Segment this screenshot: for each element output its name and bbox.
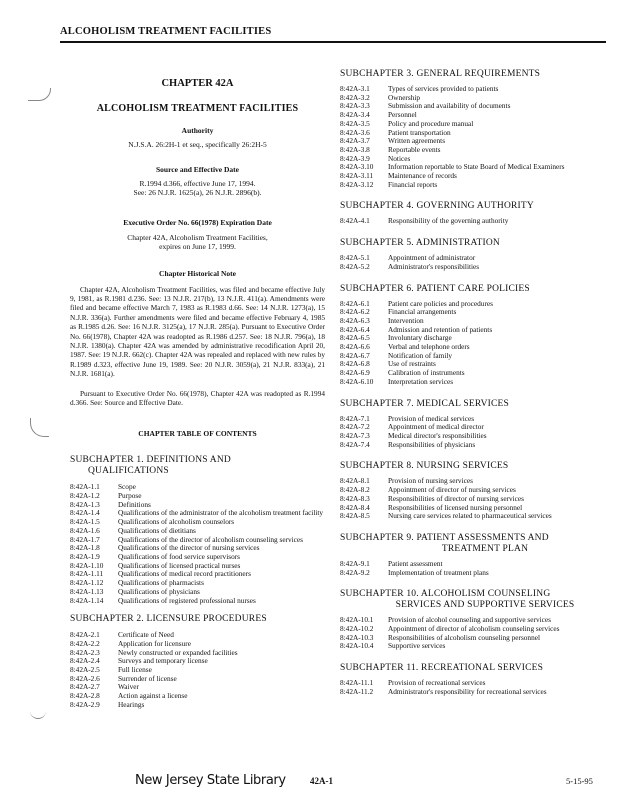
section-number: 8:42A-4.1 xyxy=(340,216,370,226)
toc-entry xyxy=(340,102,610,111)
section-title: Administrator's responsibility for recreational services xyxy=(388,686,547,696)
toc-entry xyxy=(70,657,325,666)
subchapter-1-title-cont: QUALIFICATIONS xyxy=(88,466,169,477)
section-number: 8:42A-9.1 xyxy=(340,558,370,568)
section-number: 8:42A-10.2 xyxy=(340,624,374,634)
subchapter-2-list xyxy=(70,631,325,709)
toc-entry xyxy=(340,334,610,343)
section-title: Qualifications of the director of nursing services xyxy=(118,543,260,553)
section-number: 8:42A-8.5 xyxy=(340,511,370,521)
section-title: Qualifications of alcoholism counselors xyxy=(118,517,235,527)
library-stamp: New Jersey State Library xyxy=(135,773,286,788)
section-title: Definitions xyxy=(118,499,151,509)
section-number: 8:42A-2.5 xyxy=(70,665,100,675)
section-title: Responsibility of the governing authority xyxy=(388,216,509,226)
section-number: 8:42A-1.8 xyxy=(70,543,100,553)
page-number: 42A-1 xyxy=(310,776,333,786)
section-title: Provision of medical services xyxy=(388,413,475,423)
toc-entry xyxy=(340,360,610,369)
subchapter-list xyxy=(340,477,610,521)
section-title: Responsibilities of physicians xyxy=(388,439,476,449)
section-title: Notices xyxy=(388,153,411,163)
section-number: 8:42A-2.3 xyxy=(70,647,100,657)
toc-entry xyxy=(70,683,325,692)
section-number: 8:42A-2.2 xyxy=(70,638,100,648)
section-number: 8:42A-1.1 xyxy=(70,482,100,492)
section-title: Financial reports xyxy=(388,179,438,189)
section-title: Personnel xyxy=(388,110,417,120)
section-number: 8:42A-5.1 xyxy=(340,253,370,263)
section-number: 8:42A-7.3 xyxy=(340,430,370,440)
section-number: 8:42A-1.3 xyxy=(70,499,100,509)
section-title: Types of services provided to patients xyxy=(388,84,499,93)
section-title: Verbal and telephone orders xyxy=(388,342,470,352)
section-number: 8:42A-1.12 xyxy=(70,578,104,588)
section-title: Medical director's responsibilities xyxy=(388,430,487,440)
subchapter-title: SUBCHAPTER 7. MEDICAL SERVICES xyxy=(340,398,510,409)
section-number: 8:42A-6.5 xyxy=(340,333,370,343)
source-line-2: See: 26 N.J.R. 1625(a), 26 N.J.R. 2896(b). xyxy=(133,188,262,197)
section-number: 8:42A-6.3 xyxy=(340,315,370,325)
section-number: 8:42A-10.3 xyxy=(340,632,374,642)
toc-entry xyxy=(340,172,610,181)
section-number: 8:42A-6.8 xyxy=(340,359,370,369)
section-title: Notification of family xyxy=(388,350,453,360)
section-title: Application for licensure xyxy=(118,638,191,648)
section-title: Administrator's responsibilities xyxy=(388,261,480,271)
section-number: 8:42A-3.3 xyxy=(340,101,370,111)
section-number: 8:42A-6.6 xyxy=(340,342,370,352)
authority-heading: Authority xyxy=(181,126,214,135)
toc-entry xyxy=(340,688,610,697)
section-title: Hearings xyxy=(118,699,145,709)
source-line-1: R.1994 d.366, effective June 17, 1994. xyxy=(139,178,256,188)
section-title: Qualifications of the administrator of the alcoholism treatment facility xyxy=(118,508,324,518)
subchapter-list xyxy=(340,300,610,387)
section-number: 8:42A-3.6 xyxy=(340,127,370,137)
section-number: 8:42A-1.4 xyxy=(70,508,100,518)
toc-entry xyxy=(70,518,325,527)
section-number: 8:42A-2.9 xyxy=(70,699,100,709)
toc-entry xyxy=(340,634,610,643)
section-title: Qualifications of food service supervisors xyxy=(118,552,240,561)
section-number: 8:42A-6.7 xyxy=(340,350,370,360)
section-title: Responsibilities of licensed nursing personnel xyxy=(388,502,523,512)
chapter-title: ALCOHOLISM TREATMENT FACILITIES xyxy=(96,103,299,114)
section-title: Appointment of director of nursing services xyxy=(388,485,516,495)
subchapter-list xyxy=(340,616,610,651)
section-title: Provision of nursing services xyxy=(388,476,473,486)
section-number: 8:42A-3.10 xyxy=(340,162,374,172)
right-column xyxy=(340,69,610,697)
section-title: Policy and procedure manual xyxy=(388,118,474,128)
left-column xyxy=(70,76,325,710)
section-title: Calibration of instruments xyxy=(388,368,465,378)
section-title: Qualifications of medical record practitioners xyxy=(118,569,251,579)
section-title: Provision of alcohol counseling and supportive services xyxy=(388,615,551,625)
section-number: 8:42A-8.1 xyxy=(340,476,370,486)
toc-entry xyxy=(340,181,610,190)
subchapter-1-title: SUBCHAPTER 1. DEFINITIONS AND xyxy=(70,455,231,466)
section-title: Certificate of Need xyxy=(118,630,174,640)
scan-mark-top xyxy=(28,88,51,101)
section-title: Appointment of director of alcoholism counseling services xyxy=(388,624,560,634)
header-rule xyxy=(60,41,606,43)
section-title: Reportable events xyxy=(388,144,441,154)
toc-entry xyxy=(70,483,325,492)
section-number: 8:42A-8.4 xyxy=(340,502,370,512)
section-number: 8:42A-1.2 xyxy=(70,491,100,501)
section-number: 8:42A-3.2 xyxy=(340,92,370,102)
scan-mark-middle xyxy=(30,418,49,437)
subchapter-title: SUBCHAPTER 10. ALCOHOLISM COUNSELING xyxy=(340,589,551,600)
subchapter-list xyxy=(340,85,610,189)
section-number: 8:42A-2.1 xyxy=(70,630,100,640)
toc-entry xyxy=(340,85,610,94)
section-number: 8:42A-2.4 xyxy=(70,656,100,666)
scan-mark-bottom xyxy=(30,708,46,719)
section-number: 8:42A-1.13 xyxy=(70,586,104,596)
section-title: Maintenance of records xyxy=(388,171,457,181)
toc-entry xyxy=(340,111,610,120)
section-title: Implementation of treatment plans xyxy=(388,567,489,577)
section-title: Appointment of administrator xyxy=(388,253,476,263)
toc-entry xyxy=(70,492,325,501)
subchapter-list xyxy=(340,415,610,450)
section-number: 8:42A-6.4 xyxy=(340,324,370,334)
toc-entry xyxy=(340,120,610,129)
section-title: Newly constructed or expanded facilities xyxy=(118,647,238,657)
toc-entry xyxy=(340,308,610,317)
section-title: Written agreements xyxy=(388,136,446,146)
section-number: 8:42A-11.2 xyxy=(340,686,374,696)
toc-entry xyxy=(70,675,325,684)
section-number: 8:42A-1.7 xyxy=(70,534,100,544)
section-title: Submission and availability of documents xyxy=(388,101,511,111)
subchapter-list xyxy=(340,560,610,577)
subchapter-2-title: SUBCHAPTER 2. LICENSURE PROCEDURES xyxy=(70,614,267,625)
section-title: Provision of recreational services xyxy=(388,678,486,688)
toc-entry xyxy=(70,692,325,701)
section-title: Waiver xyxy=(118,682,139,692)
section-number: 8:42A-3.11 xyxy=(340,171,374,181)
subchapter-list xyxy=(340,679,610,696)
section-title: Qualifications of registered professional nurses xyxy=(118,595,256,605)
section-title: Qualifications of pharmacists xyxy=(118,578,204,588)
section-number: 8:42A-3.5 xyxy=(340,118,370,128)
section-number: 8:42A-1.11 xyxy=(70,569,104,579)
section-title: Action against a license xyxy=(118,691,188,701)
section-number: 8:42A-6.2 xyxy=(340,307,370,317)
section-number: 8:42A-9.2 xyxy=(340,567,370,577)
toc-entry xyxy=(340,263,610,272)
chapter-number: CHAPTER 42A xyxy=(161,78,234,89)
toc-entry xyxy=(340,163,610,172)
toc-entry xyxy=(340,441,610,450)
toc-entry xyxy=(70,666,325,675)
section-number: 8:42A-2.6 xyxy=(70,673,100,683)
section-number: 8:42A-10.1 xyxy=(340,615,374,625)
section-title: Financial arrangements xyxy=(388,307,457,317)
section-title: Ownership xyxy=(388,92,421,102)
toc-entry xyxy=(340,129,610,138)
subchapter-title: SUBCHAPTER 9. PATIENT ASSESSMENTS AND xyxy=(340,532,549,543)
subchapter-title-cont: TREATMENT PLAN xyxy=(441,543,529,554)
section-number: 8:42A-7.1 xyxy=(340,413,370,423)
section-title: Patient assessment xyxy=(388,558,443,568)
toc-entry xyxy=(340,512,610,521)
section-number: 8:42A-3.9 xyxy=(340,153,370,163)
subchapter-1-list xyxy=(70,483,325,605)
section-title: Full license xyxy=(118,665,152,675)
subchapter-title: SUBCHAPTER 8. NURSING SERVICES xyxy=(340,461,509,472)
section-number: 8:42A-1.5 xyxy=(70,517,100,527)
toc-entry xyxy=(340,352,610,361)
section-title: Appointment of medical director xyxy=(388,422,484,432)
section-title: Information reportable to State Board of Medical Examiners xyxy=(388,162,565,172)
source-heading: Source and Effective Date xyxy=(156,164,239,174)
subchapter-title: SUBCHAPTER 11. RECREATIONAL SERVICES xyxy=(340,663,544,674)
subchapter-list xyxy=(340,217,610,226)
section-number: 8:42A-3.1 xyxy=(340,84,370,93)
section-number: 8:42A-8.3 xyxy=(340,493,370,503)
section-number: 8:42A-5.2 xyxy=(340,261,370,271)
section-number: 8:42A-2.7 xyxy=(70,682,100,692)
exec-order-heading: Executive Order No. 66(1978) Expiration Date xyxy=(123,217,272,227)
section-title: Patient care policies and procedures xyxy=(388,298,493,308)
section-number: 8:42A-7.2 xyxy=(340,422,370,432)
section-title: Involuntary discharge xyxy=(388,333,452,343)
section-number: 8:42A-1.6 xyxy=(70,525,100,535)
section-number: 8:42A-6.1 xyxy=(340,298,370,308)
section-title: Surveys and temporary license xyxy=(118,656,208,666)
section-title: Responsibilities of director of nursing services xyxy=(388,493,524,503)
subchapter-list xyxy=(340,254,610,271)
history-heading: Chapter Historical Note xyxy=(159,268,236,278)
section-number: 8:42A-2.8 xyxy=(70,691,100,701)
section-title: Interpretation services xyxy=(388,376,454,386)
exec-order-line-2: expires on June 17, 1999. xyxy=(159,242,236,251)
section-number: 8:42A-1.10 xyxy=(70,560,104,570)
subchapter-title-cont: SERVICES AND SUPPORTIVE SERVICES xyxy=(395,600,575,611)
section-title: Surrender of license xyxy=(118,673,177,683)
section-title: Nursing care services related to pharmaceutical services xyxy=(388,511,552,521)
authority-text: N.J.S.A. 26:2H-1 et seq., specifically 26:2H-5 xyxy=(128,140,267,149)
section-number: 8:42A-1.9 xyxy=(70,552,100,561)
section-number: 8:42A-11.1 xyxy=(340,678,374,688)
toc-entry xyxy=(70,597,325,606)
section-number: 8:42A-3.8 xyxy=(340,144,370,154)
toc-entry xyxy=(70,631,325,640)
section-number: 8:42A-3.7 xyxy=(340,136,370,146)
history-paragraph-2: Pursuant to Executive Order No. 66(1978), Chapter 42A was readopted as R.1994 d.366. See: Source and Effective Date. xyxy=(70,388,325,407)
toc-entry xyxy=(340,343,610,352)
exec-order-line-1: Chapter 42A, Alcoholism Treatment Facilities, xyxy=(127,232,268,242)
section-title: Admission and retention of patients xyxy=(388,324,493,334)
running-header xyxy=(60,26,606,37)
toc-entry xyxy=(340,369,610,378)
section-title: Qualifications of physicians xyxy=(118,586,200,596)
toc-heading: CHAPTER TABLE OF CONTENTS xyxy=(138,429,257,439)
section-number: 8:42A-3.12 xyxy=(340,179,374,189)
toc-entry xyxy=(340,378,610,387)
section-title: Qualifications of the director of alcoholism counseling services xyxy=(118,534,304,544)
section-number: 8:42A-6.10 xyxy=(340,376,374,386)
toc-entry xyxy=(340,642,610,651)
subchapter-title: SUBCHAPTER 5. ADMINISTRATION xyxy=(340,238,500,249)
section-title: Supportive services xyxy=(388,641,446,651)
toc-entry xyxy=(340,432,610,441)
toc-entry xyxy=(340,300,610,309)
section-title: Scope xyxy=(118,482,136,492)
section-title: Patient transportation xyxy=(388,127,451,137)
section-number: 8:42A-8.2 xyxy=(340,485,370,495)
section-number: 8:42A-7.4 xyxy=(340,439,370,449)
section-title: Responsibilities of alcoholism counseling personnel xyxy=(388,632,540,642)
section-title: Intervention xyxy=(388,315,424,325)
section-title: Purpose xyxy=(118,491,142,501)
section-title: Use of restraints xyxy=(388,359,436,369)
toc-entry xyxy=(340,137,610,146)
section-title: Qualifications of dietitians xyxy=(118,525,196,535)
history-paragraph-1: Chapter 42A, Alcoholism Treatment Facilities, was filed and became effective July 9, 1981, as R.1981 d.236. See: 13 N.J.R. 217(b), 13 N.J.R. 411(a). Amendments were filed and became effective March 7, 1983 as R.1983 d.66. See: 14 N.J.R. 1273(a), 15 N.J.R. 336(a). Further amendments were filed and became effective February 4, 1985 as R.1985 d.26. See: 16 N.J.R. 3125(a), 17 N.J.R. 285(a). Pursuant to Executive Order No. 66(1978), Chapter 42A was readopted as R.1986 d.257. See: 18 N.J.R. 796(a), 18 N.J.R. 1380(a). Chapter 42A was amended by administrative recodification April 20, 1987. See: 19 N.J.R. 662(c). Chapter 42A was repealed and replaced with new rules by R.1989 d.323, effective June 19, 1989. See: 20 N.J.R. 3059(a), 21 N.J.R. 833(a), 21 N.J.R. 1681(a). xyxy=(70,284,325,379)
section-title: Qualifications of licensed practical nurses xyxy=(118,560,241,570)
section-number: 8:42A-1.14 xyxy=(70,595,104,605)
section-number: 8:42A-3.4 xyxy=(340,110,370,120)
subchapter-title: SUBCHAPTER 3. GENERAL REQUIREMENTS xyxy=(340,69,541,79)
section-number: 8:42A-10.4 xyxy=(340,641,374,651)
toc-entry xyxy=(70,701,325,710)
section-number: 8:42A-6.9 xyxy=(340,368,370,378)
toc-entry xyxy=(340,569,610,578)
header-title: ALCOHOLISM TREATMENT FACILITIES xyxy=(60,26,272,37)
subchapter-title: SUBCHAPTER 6. PATIENT CARE POLICIES xyxy=(340,283,530,294)
toc-entry xyxy=(340,217,610,226)
subchapter-title: SUBCHAPTER 4. GOVERNING AUTHORITY xyxy=(340,201,534,212)
toc-entry xyxy=(340,146,610,155)
page-date: 5-15-95 xyxy=(566,776,593,786)
toc-entry xyxy=(340,326,610,335)
